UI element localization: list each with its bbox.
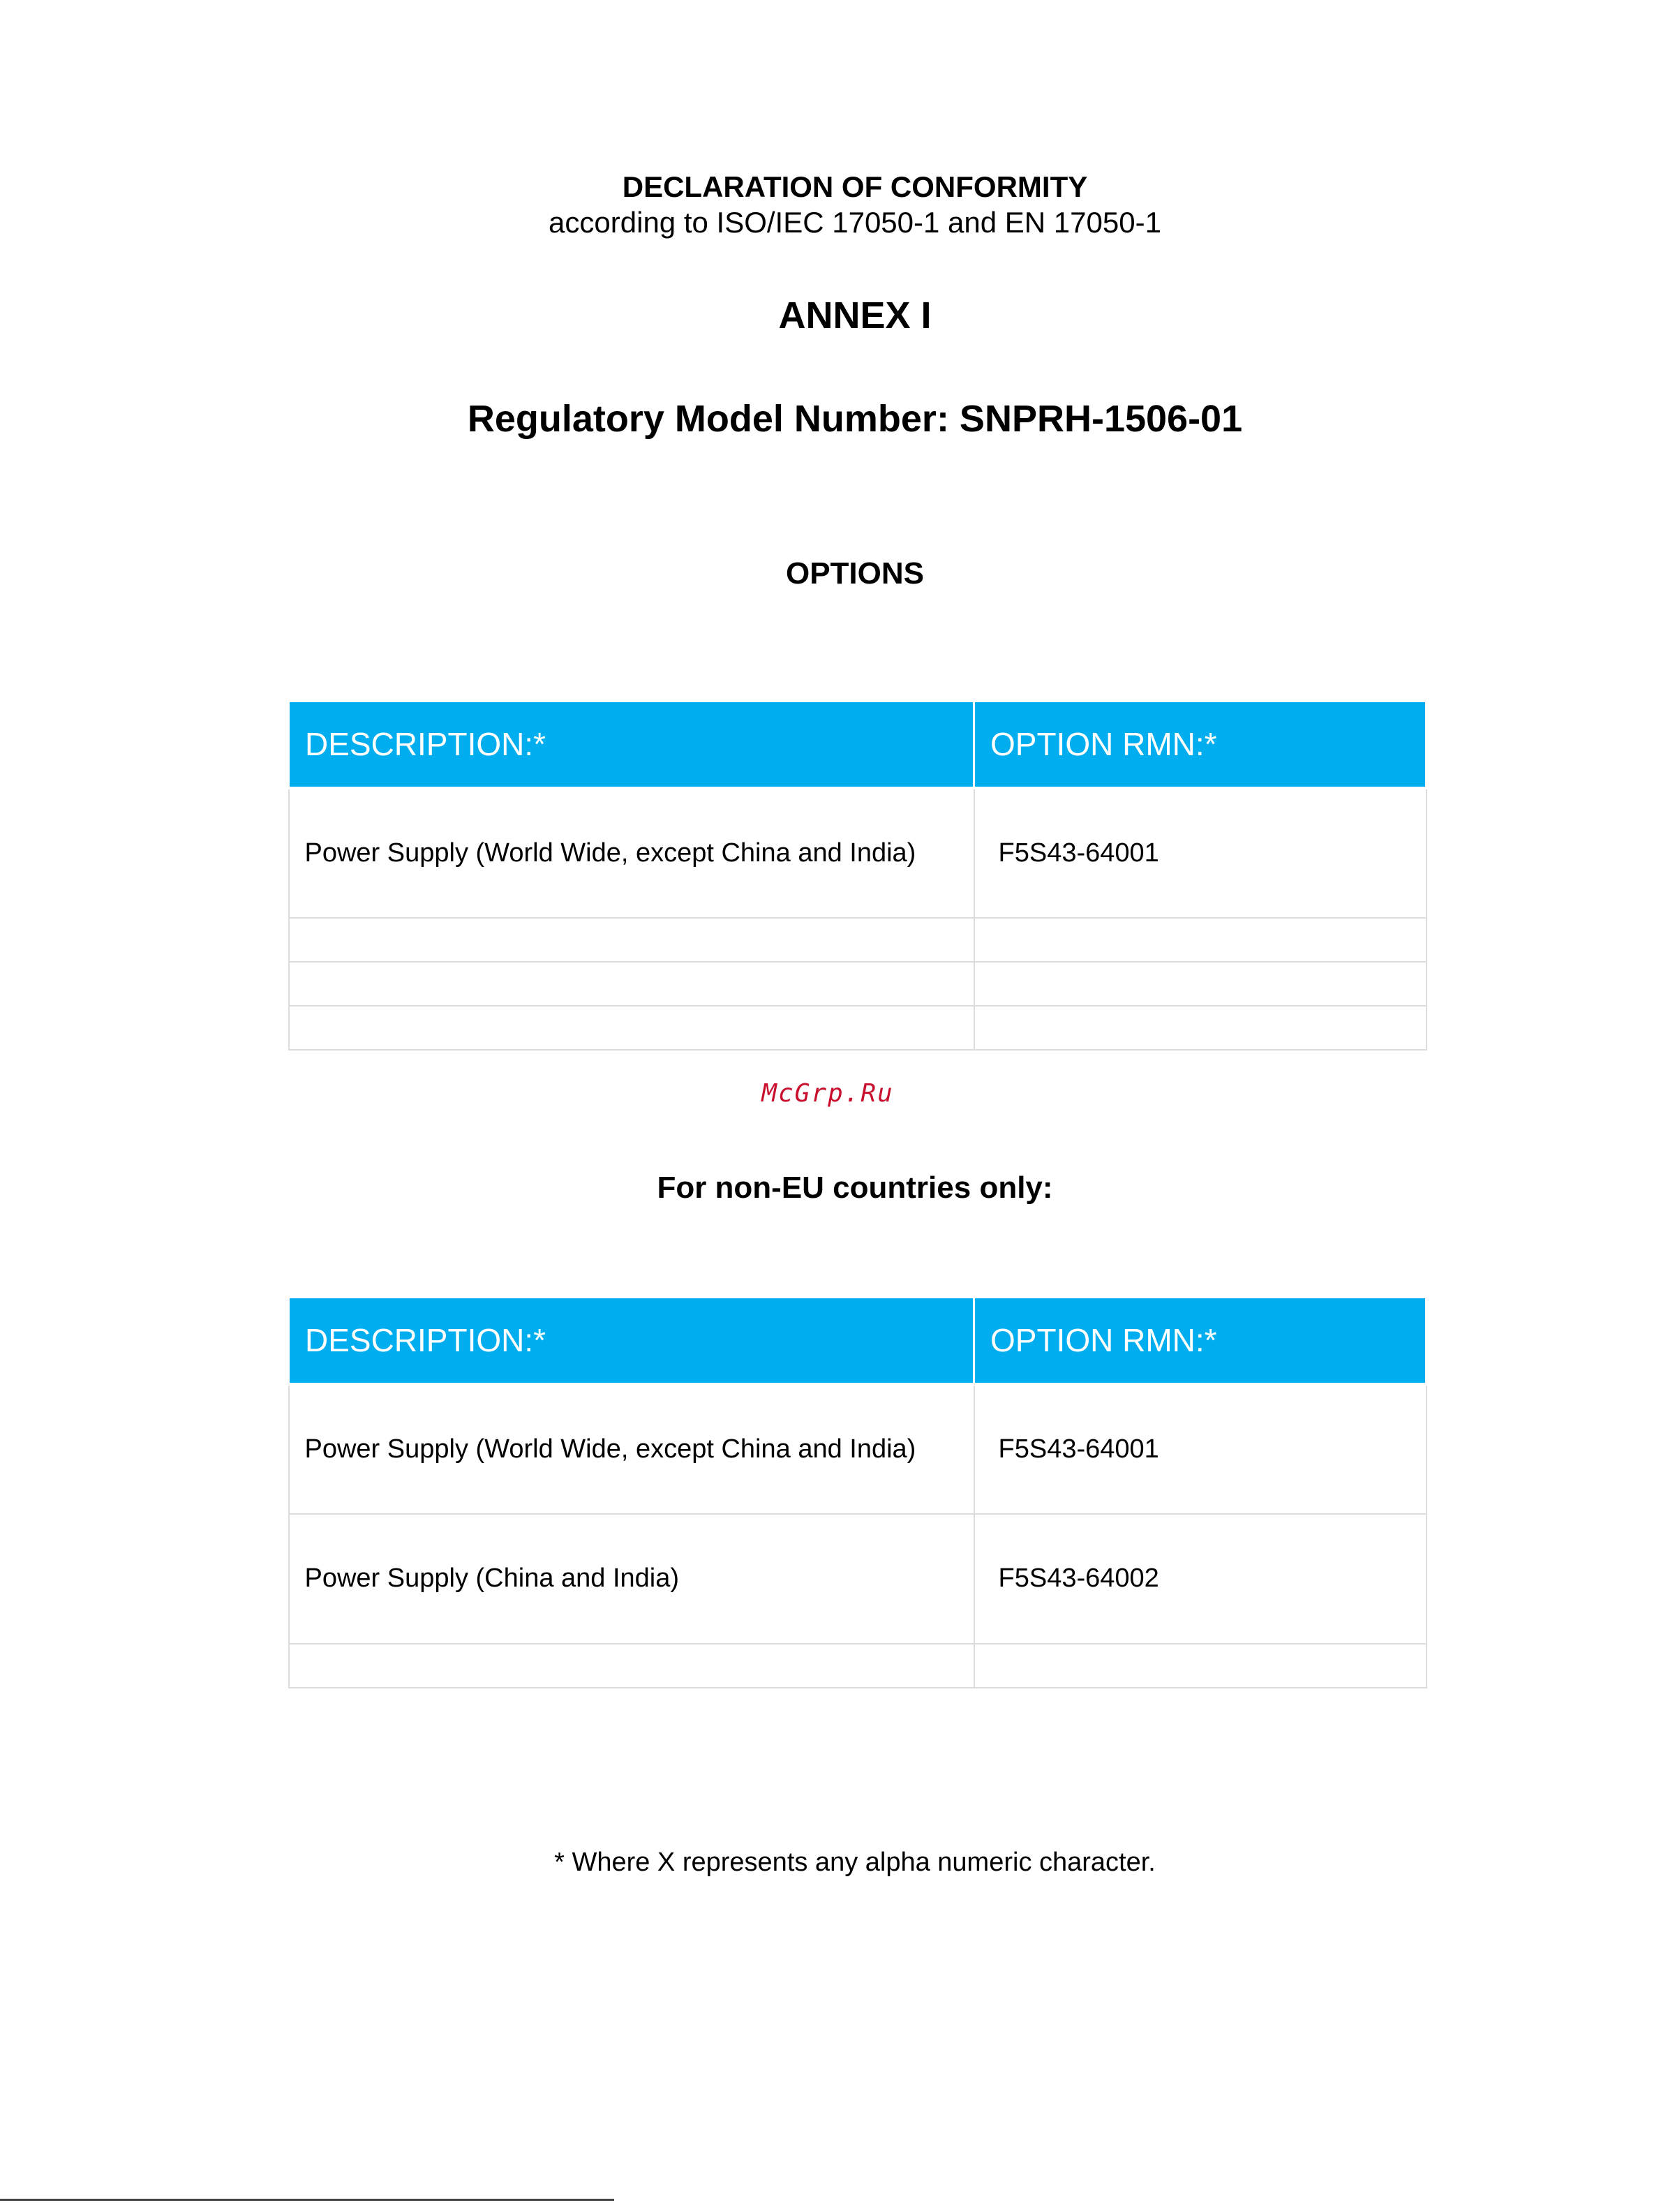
non-eu-options-table <box>288 1296 1427 1688</box>
non-eu-heading: For non-EU countries only: <box>657 1171 1053 1205</box>
empty-cell <box>289 1644 974 1688</box>
column-header-description: DESCRIPTION:* <box>289 1298 974 1384</box>
description-cell: Power Supply (World Wide, except China and India) <box>289 788 974 918</box>
footnote: * Where X represents any alpha numeric character. <box>554 1848 1156 1877</box>
page-bottom-rule <box>0 2199 614 2201</box>
annex-heading: ANNEX I <box>778 295 932 336</box>
empty-table-row <box>289 1006 1427 1050</box>
empty-cell <box>974 1006 1427 1050</box>
options-table <box>288 700 1427 1051</box>
watermark-text: McGrp.Ru <box>761 1079 894 1108</box>
table-header-row <box>289 702 1427 788</box>
empty-table-row <box>289 962 1427 1006</box>
table-row <box>289 1384 1427 1514</box>
column-header-option-rmn: OPTION RMN:* <box>974 702 1427 788</box>
declaration-subtitle: according to ISO/IEC 17050-1 and EN 17050-1 <box>549 206 1161 239</box>
option-rmn-cell: F5S43-64001 <box>974 788 1427 918</box>
table-header-row <box>289 1298 1427 1384</box>
option-rmn-cell: F5S43-64002 <box>974 1514 1427 1644</box>
empty-table-row <box>289 918 1427 962</box>
description-cell: Power Supply (China and India) <box>289 1514 974 1644</box>
empty-cell <box>974 962 1427 1006</box>
empty-cell <box>289 962 974 1006</box>
declaration-title: DECLARATION OF CONFORMITY <box>622 170 1088 203</box>
empty-cell <box>974 918 1427 962</box>
empty-cell <box>289 918 974 962</box>
description-cell: Power Supply (World Wide, except China and India) <box>289 1384 974 1514</box>
empty-cell <box>974 1644 1427 1688</box>
table-row <box>289 1514 1427 1644</box>
column-header-option-rmn: OPTION RMN:* <box>974 1298 1427 1384</box>
empty-cell <box>289 1006 974 1050</box>
regulatory-model-number: Regulatory Model Number: SNPRH-1506-01 <box>467 398 1243 440</box>
column-header-description: DESCRIPTION:* <box>289 702 974 788</box>
table-row <box>289 788 1427 918</box>
empty-table-row <box>289 1644 1427 1688</box>
options-heading: OPTIONS <box>785 556 925 591</box>
option-rmn-cell: F5S43-64001 <box>974 1384 1427 1514</box>
